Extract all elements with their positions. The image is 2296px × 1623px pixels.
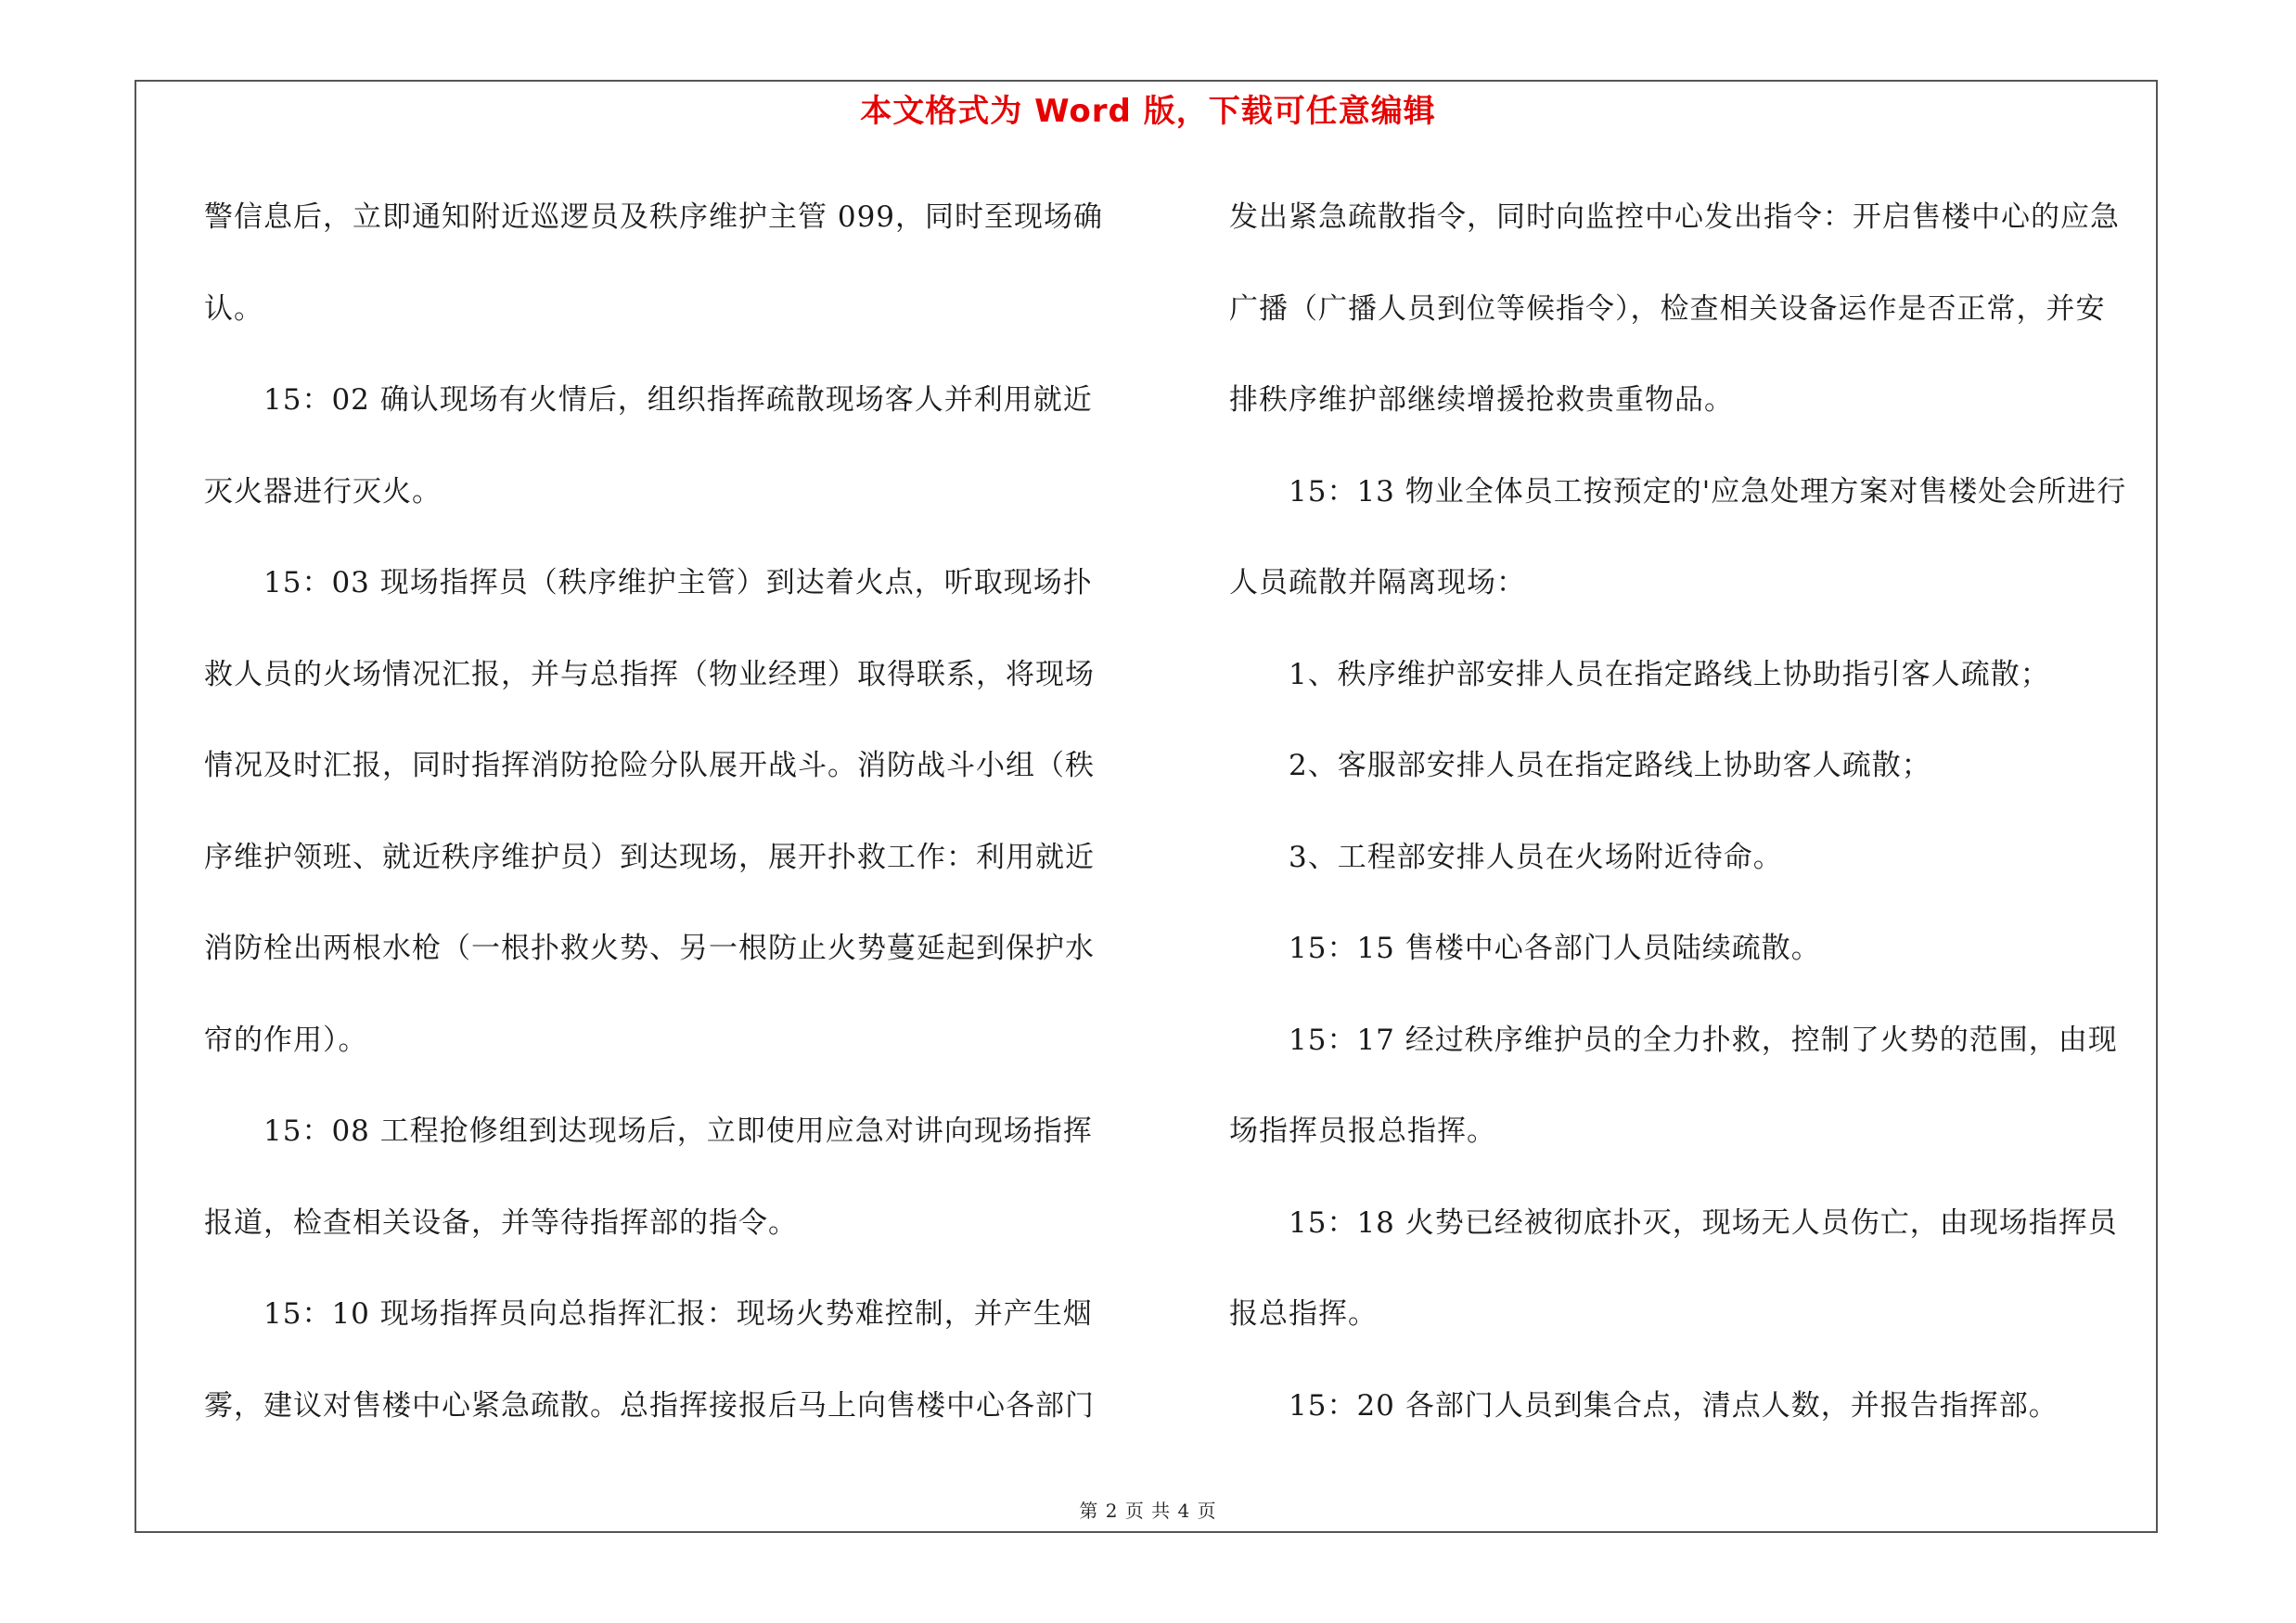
left-column	[204, 172, 1136, 1451]
paragraph-line: 雾，建议对售楼中心紧急疏散。总指挥接报后马上向售楼中心各部门	[204, 1388, 1095, 1423]
page-number: 第 2 页 共 4 页	[1079, 1500, 1217, 1522]
paragraph-line: 帘的作用）。	[204, 1023, 368, 1057]
paragraph-line: 排秩序维护部继续增援抢救贵重物品。	[1229, 383, 1734, 417]
list-item: 1、秩序维护部安排人员在指定路线上协助指引客人疏散；	[1289, 657, 2050, 691]
paragraph-line: 报总指挥。	[1229, 1297, 1378, 1331]
paragraph-line: 发出紧急疏散指令，同时向监控中心发出指令：开启售楼中心的应急	[1229, 200, 2120, 234]
paragraph-line: 人员疏散并隔离现场：	[1229, 566, 1526, 599]
paragraph-line: 15：17 经过秩序维护员的全力扑救，控制了火势的范围，由现	[1289, 1023, 2118, 1057]
paragraph-line: 认。	[204, 291, 263, 326]
paragraph-line: 15：02 确认现场有火情后，组织指挥疏散现场客人并利用就近	[263, 383, 1093, 417]
list-item: 2、客服部安排人员在指定路线上协助客人疏散；	[1289, 749, 1931, 782]
paragraph-line: 消防栓出两根水枪（一根扑救火势、另一根防止火势蔓延起到保护水	[204, 932, 1095, 965]
paragraph-line: 15：20 各部门人员到集合点，清点人数，并报告指挥部。	[1289, 1388, 2059, 1423]
right-column	[1229, 172, 2161, 1451]
list-item: 3、工程部安排人员在火场附近待命。	[1289, 840, 1783, 874]
paragraph-line: 广播（广播人员到位等候指令），检查相关设备运作是否正常，并安	[1229, 291, 2106, 326]
paragraph-line: 救人员的火场情况汇报，并与总指挥（物业经理）取得联系，将现场	[204, 657, 1095, 691]
paragraph-line: 15：10 现场指挥员向总指挥汇报：现场火势难控制，并产生烟	[263, 1297, 1093, 1331]
paragraph-line: 报道，检查相关设备，并等待指挥部的指令。	[204, 1205, 798, 1240]
paragraph-line: 情况及时汇报，同时指挥消防抢险分队展开战斗。消防战斗小组（秩	[204, 749, 1095, 782]
paragraph-line: 15：13 物业全体员工按预定的'应急处理方案对售楼处会所进行	[1289, 474, 2127, 509]
paragraph-line: 15：15 售楼中心各部门人员陆续疏散。	[1289, 932, 1821, 965]
header-banner: 本文格式为 Word 版，下载可任意编辑	[860, 93, 1436, 130]
paragraph-line: 15：18 火势已经被彻底扑灭，现场无人员伤亡，由现场指挥员	[1289, 1205, 2118, 1240]
paragraph-line: 15：08 工程抢修组到达现场后，立即使用应急对讲向现场指挥	[263, 1114, 1093, 1148]
paragraph-line: 灭火器进行灭火。	[204, 474, 442, 509]
paragraph-line: 15：03 现场指挥员（秩序维护主管）到达着火点，听取现场扑	[263, 566, 1093, 599]
paragraph-line: 场指挥员报总指挥。	[1229, 1114, 1496, 1148]
paragraph-line: 警信息后，立即通知附近巡逻员及秩序维护主管 099，同时至现场确	[204, 200, 1104, 234]
paragraph-line: 序维护领班、就近秩序维护员）到达现场，展开扑救工作：利用就近	[204, 840, 1095, 874]
